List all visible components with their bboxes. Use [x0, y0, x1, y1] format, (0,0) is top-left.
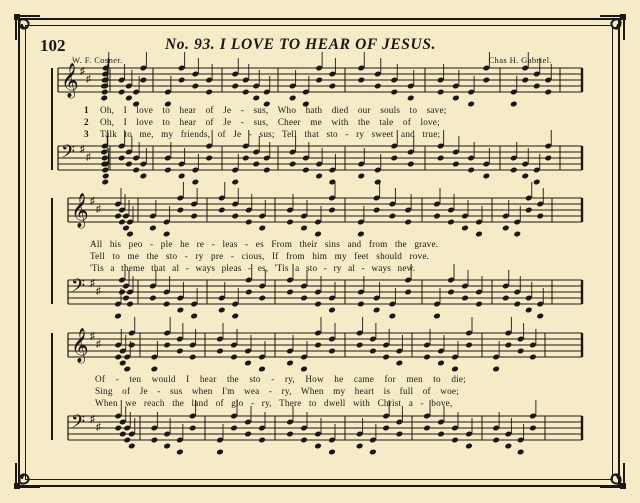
- note-head: [544, 155, 552, 162]
- note-head: [328, 348, 336, 355]
- note-head: [328, 307, 336, 314]
- lyric-line: When we reach the land of glo - ry, There to dwell with Christ a - bove,: [95, 398, 453, 408]
- note-head: [328, 449, 336, 456]
- note-head: [536, 213, 544, 220]
- note-head: [502, 295, 510, 302]
- note-head: [192, 83, 200, 90]
- note-head: [122, 295, 130, 302]
- note-head: [433, 213, 441, 220]
- page-number: 102: [40, 36, 66, 55]
- note-head: [437, 431, 445, 438]
- note-head: [230, 354, 238, 361]
- note-head: [289, 161, 297, 168]
- sharp-icon: ♯: [90, 196, 95, 207]
- sharp-icon: ♯: [96, 204, 101, 215]
- note-head: [437, 360, 445, 367]
- note-head: [505, 342, 513, 349]
- note-head: [230, 425, 238, 432]
- note-head: [314, 342, 322, 349]
- note-head: [101, 89, 109, 96]
- note-head: [118, 289, 126, 296]
- note-head: [433, 313, 441, 320]
- note-head: [190, 313, 198, 320]
- sharp-icon: ♯: [96, 422, 101, 433]
- sharp-icon: ♯: [96, 286, 101, 297]
- note-head: [218, 207, 226, 214]
- note-head: [369, 449, 377, 456]
- note-head: [437, 155, 445, 162]
- note-head: [205, 89, 213, 96]
- note-head: [407, 161, 415, 168]
- note-head: [118, 155, 126, 162]
- note-head: [521, 173, 529, 180]
- note-head: [163, 443, 171, 450]
- lyric-line: Oh, I love to hear of Je - sus, Who hath died our souls to save;: [100, 105, 447, 115]
- verse-number: 3: [84, 129, 89, 139]
- note-head: [357, 173, 365, 180]
- note-head: [149, 225, 157, 232]
- note-head: [252, 161, 260, 168]
- note-head: [357, 301, 365, 308]
- lyric-line: All his peo - ple he re - leas - es From their sins and from the grave.: [90, 239, 439, 249]
- note-head: [258, 225, 266, 232]
- note-head: [231, 83, 239, 90]
- note-head: [101, 155, 109, 162]
- note-head: [357, 231, 365, 238]
- note-head: [357, 77, 365, 84]
- note-head: [176, 449, 184, 456]
- note-head: [369, 348, 377, 355]
- treble-clef-icon: 𝄞: [61, 63, 79, 98]
- lyric-line: 'Tis a theme that al - ways pleas - es, 'Tis a sto - ry al - ways new.: [90, 263, 416, 273]
- note-head: [190, 213, 198, 220]
- note-head: [465, 443, 473, 450]
- sharp-icon: ♯: [90, 278, 95, 289]
- note-head: [404, 219, 412, 226]
- note-head: [517, 348, 525, 355]
- bass-clef-icon: 𝄢: [71, 276, 86, 301]
- note-head: [390, 155, 398, 162]
- note-head: [423, 425, 431, 432]
- note-head: [300, 225, 308, 232]
- note-head: [467, 167, 475, 174]
- note-head: [544, 89, 552, 96]
- note-head: [151, 366, 159, 373]
- note-head: [492, 366, 500, 373]
- note-head: [263, 167, 271, 174]
- note-head: [126, 301, 134, 308]
- note-head: [492, 437, 500, 444]
- bass-clef-icon: 𝄢: [71, 412, 86, 437]
- sharp-icon: ♯: [80, 66, 85, 77]
- note-head: [149, 295, 157, 302]
- note-head: [258, 366, 266, 373]
- note-head: [467, 101, 475, 108]
- note-head: [231, 313, 239, 320]
- note-head: [231, 179, 239, 186]
- note-head: [461, 225, 469, 232]
- treble-clef-icon: 𝄞: [71, 193, 89, 228]
- sharp-icon: ♯: [86, 74, 91, 85]
- lyric-line: Of - ten would I hear the sto - ry, How he came for men to die;: [95, 374, 466, 384]
- hymn-number-label: No. 93.: [165, 36, 216, 53]
- note-head: [118, 89, 126, 96]
- note-head: [315, 173, 323, 180]
- note-head: [447, 289, 455, 296]
- note-head: [192, 179, 200, 186]
- note-head: [114, 354, 122, 361]
- note-head: [125, 161, 133, 168]
- note-head: [389, 213, 397, 220]
- note-head: [452, 95, 460, 102]
- lyric-line: Sing of Je - sus when I'm wea - ry, When my heart is full of woe;: [95, 386, 459, 396]
- note-head: [517, 449, 525, 456]
- note-head: [189, 425, 197, 432]
- note-head: [163, 342, 171, 349]
- note-head: [128, 443, 136, 450]
- note-head: [216, 348, 224, 355]
- sharp-icon: ♯: [86, 152, 91, 163]
- author-credit: W. F. Cosner.: [72, 55, 123, 65]
- hymn-title-text: I LOVE TO HEAR OF JESUS.: [219, 36, 437, 53]
- note-head: [451, 437, 459, 444]
- note-head: [374, 83, 382, 90]
- sharp-icon: ♯: [90, 414, 95, 425]
- note-head: [300, 295, 308, 302]
- note-head: [510, 167, 518, 174]
- note-head: [525, 307, 533, 314]
- note-head: [218, 307, 226, 314]
- lyric-line: Oh, I love to hear of Je - sus, Cheer me with the tale of love;: [100, 117, 440, 127]
- note-head: [452, 161, 460, 168]
- note-head: [505, 443, 513, 450]
- sharp-icon: ♯: [96, 339, 101, 350]
- note-head: [390, 89, 398, 96]
- note-head: [258, 295, 266, 302]
- note-head: [177, 307, 185, 314]
- note-head: [258, 437, 266, 444]
- verse-number: 1: [84, 105, 89, 115]
- note-head: [231, 213, 239, 220]
- note-head: [437, 89, 445, 96]
- note-head: [114, 425, 122, 432]
- note-head: [132, 167, 140, 174]
- note-head: [396, 431, 404, 438]
- note-head: [302, 167, 310, 174]
- note-head: [163, 301, 171, 308]
- note-head: [536, 313, 544, 320]
- note-head: [178, 173, 186, 180]
- note-head: [356, 342, 364, 349]
- note-head: [533, 179, 541, 186]
- note-head: [101, 179, 109, 186]
- note-head: [525, 207, 533, 214]
- note-head: [521, 77, 529, 84]
- note-head: [102, 173, 110, 180]
- note-head: [128, 342, 136, 349]
- note-head: [389, 313, 397, 320]
- note-head: [177, 207, 185, 214]
- note-head: [242, 89, 250, 96]
- composer-credit: Chas H. Gabriel.: [488, 55, 552, 65]
- note-head: [483, 77, 491, 84]
- note-head: [114, 313, 122, 320]
- note-head: [245, 289, 253, 296]
- note-head: [286, 289, 294, 296]
- note-head: [461, 295, 469, 302]
- note-head: [373, 307, 381, 314]
- note-head: [163, 231, 171, 238]
- note-head: [100, 95, 108, 102]
- note-head: [119, 431, 127, 438]
- note-head: [533, 83, 541, 90]
- note-head: [328, 207, 336, 214]
- note-head: [382, 354, 390, 361]
- note-head: [216, 449, 224, 456]
- note-head: [176, 348, 184, 355]
- lyric-line: Talk to me, my friends, of Je - sus; Tell that sto - ry sweet and true;: [100, 129, 441, 139]
- note-head: [140, 173, 148, 180]
- note-head: [286, 219, 294, 226]
- note-head: [374, 179, 382, 186]
- note-head: [447, 219, 455, 226]
- note-head: [314, 443, 322, 450]
- note-head: [314, 301, 322, 308]
- note-head: [404, 289, 412, 296]
- sharp-icon: ♯: [90, 331, 95, 342]
- note-head: [465, 342, 473, 349]
- note-head: [178, 77, 186, 84]
- note-head: [502, 225, 510, 232]
- note-head: [118, 219, 126, 226]
- note-head: [286, 431, 294, 438]
- note-head: [300, 366, 308, 373]
- note-head: [356, 443, 364, 450]
- note-head: [373, 207, 381, 214]
- note-head: [475, 231, 483, 238]
- note-head: [423, 354, 431, 361]
- note-head: [126, 231, 134, 238]
- note-head: [123, 366, 131, 373]
- note-head: [382, 425, 390, 432]
- note-head: [125, 95, 133, 102]
- note-head: [114, 213, 122, 220]
- note-head: [510, 101, 518, 108]
- bass-clef-icon: 𝄢: [61, 142, 76, 167]
- note-head: [329, 83, 337, 90]
- note-head: [244, 431, 252, 438]
- note-head: [529, 354, 537, 361]
- note-head: [244, 360, 252, 367]
- treble-clef-icon: 𝄞: [71, 328, 89, 363]
- note-head: [252, 95, 260, 102]
- note-head: [286, 360, 294, 367]
- note-head: [119, 360, 127, 367]
- note-head: [245, 219, 253, 226]
- note-head: [205, 155, 213, 162]
- note-head: [122, 225, 130, 232]
- note-head: [529, 425, 537, 432]
- note-head: [289, 95, 297, 102]
- note-head: [451, 366, 459, 373]
- note-head: [164, 167, 172, 174]
- note-head: [314, 231, 322, 238]
- note-head: [140, 77, 148, 84]
- note-head: [189, 354, 197, 361]
- note-head: [513, 301, 521, 308]
- note-head: [396, 360, 404, 367]
- note-head: [242, 155, 250, 162]
- sharp-icon: ♯: [80, 144, 85, 155]
- note-head: [315, 77, 323, 84]
- note-head: [475, 301, 483, 308]
- note-head: [513, 231, 521, 238]
- note-head: [151, 437, 159, 444]
- note-head: [123, 437, 131, 444]
- note-head: [300, 437, 308, 444]
- lyric-line: Tell to me the sto - ry pre - cious, If from him my feet should rove.: [90, 251, 430, 261]
- note-head: [407, 95, 415, 102]
- note-head: [483, 173, 491, 180]
- verse-number: 2: [84, 117, 89, 127]
